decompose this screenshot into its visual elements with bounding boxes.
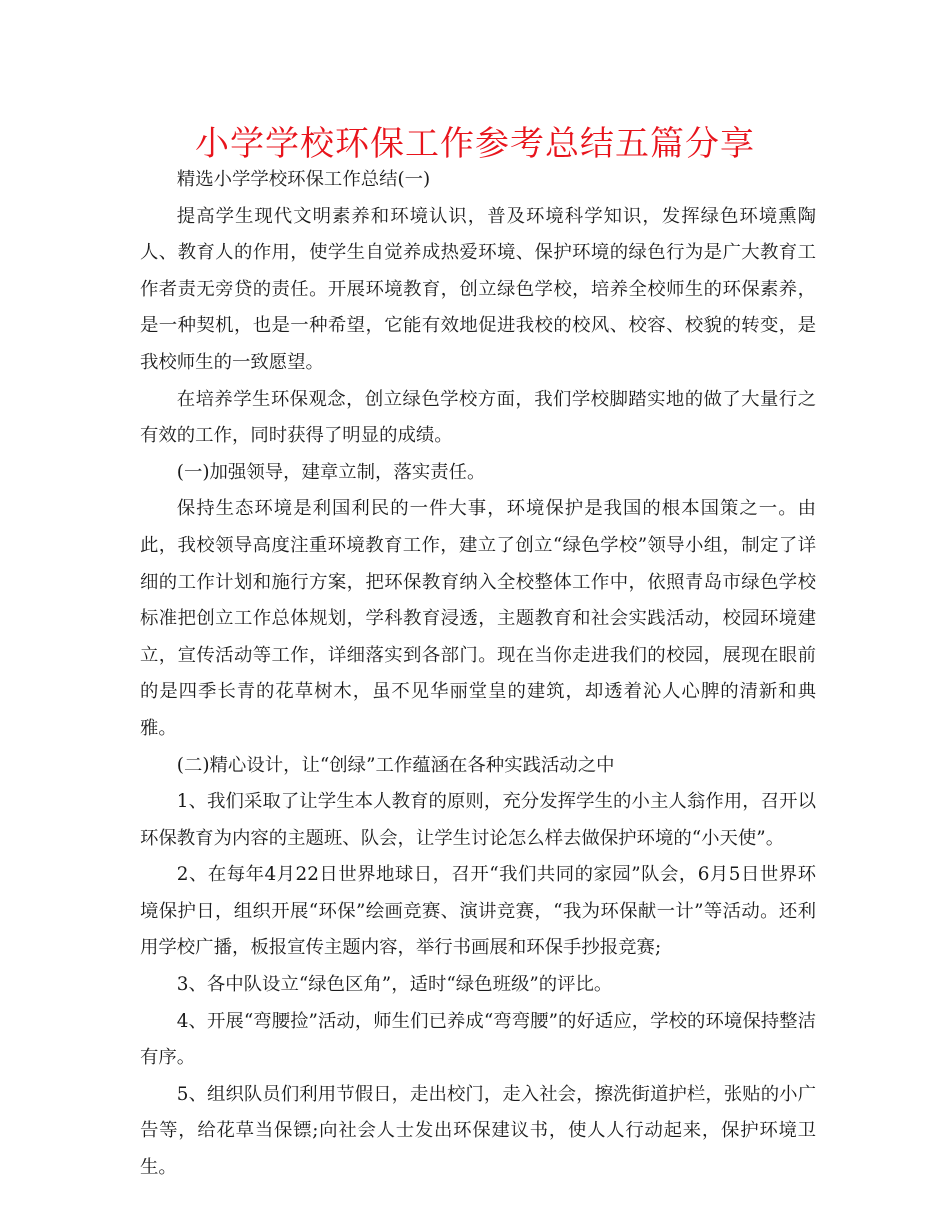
paragraph: 提高学生现代文明素养和环境认识，普及环境科学知识，发挥绿色环境熏陶人、教育人的作用，使学生自觉养成热爱环境、保护环境的绿色行为是广大教育工作者责无旁贷的责任。开展环境教育，创立绿色学校，培养全校师生的环保素养，是一种契机，也是一种希望，它能有效地促进我校的校风、校容、校貌的转变，是我校师生的一致愿望。 xyxy=(140,205,816,373)
document-body xyxy=(140,162,816,1187)
list-item: 4、开展“弯腰捡”活动，师生们已养成“弯弯腰”的好适应，学校的环境保持整洁有序。 xyxy=(140,1010,816,1069)
section-heading: 精选小学学校环保工作总结(一) xyxy=(176,169,431,190)
list-item: 1、我们采取了让学生本人教育的原则，充分发挥学生的小主人翁作用，召开以环保教育为内容的主题班、队会，让学生讨论怎么样去做保护环境的“小天使”。 xyxy=(140,791,816,849)
paragraph: 保持生态环境是利国利民的一件大事，环境保护是我国的根本国策之一。由此，我校领导高度注重环境教育工作，建立了创立“绿色学校”领导小组，制定了详细的工作计划和施行方案，把环保教育纳入全校整体工作中，依照青岛市绿色学校标准把创立工作总体规划，学科教育浸透，主题教育和社会实践活动，校园环境建立，宣传活动等工作，详细落实到各部门。现在当你走进我们的校园，展现在眼前的是四季长青的花草树木，虽不见华丽堂皇的建筑，却透着沁人心脾的清新和典雅。 xyxy=(140,498,816,739)
list-item: 5、组织队员们利用节假日，走出校门，走入社会，擦洗街道护栏，张贴的小广告等，给花草当保镖;向社会人士发出环保建议书，使人人行动起来，保护环境卫生。 xyxy=(140,1083,816,1179)
list-item: 3、各中队设立“绿色区角”，适时“绿色班级”的评比。 xyxy=(176,974,613,996)
subsection-heading: (一)加强领导，建章立制，落实责任。 xyxy=(176,461,486,483)
subsection-heading: (二)精心设计，让“创绿”工作蕴涵在各种实践活动之中 xyxy=(176,754,615,776)
list-item: 2、在每年4月22日世界地球日，召开“我们共同的家园”队会，6月5日世界环境保护日，组织开展“环保”绘画竞赛、演讲竞赛，“我为环保献一计”等活动。还利用学校广播，板报宣传主题内容，举行书画展和环保手抄报竞赛; xyxy=(140,864,816,959)
document-title: 小学学校环保工作参考总结五篇分享 xyxy=(195,124,755,164)
paragraph: 在培养学生环保观念，创立绿色学校方面，我们学校脚踏实地的做了大量行之有效的工作，同时获得了明显的成绩。 xyxy=(140,388,816,447)
